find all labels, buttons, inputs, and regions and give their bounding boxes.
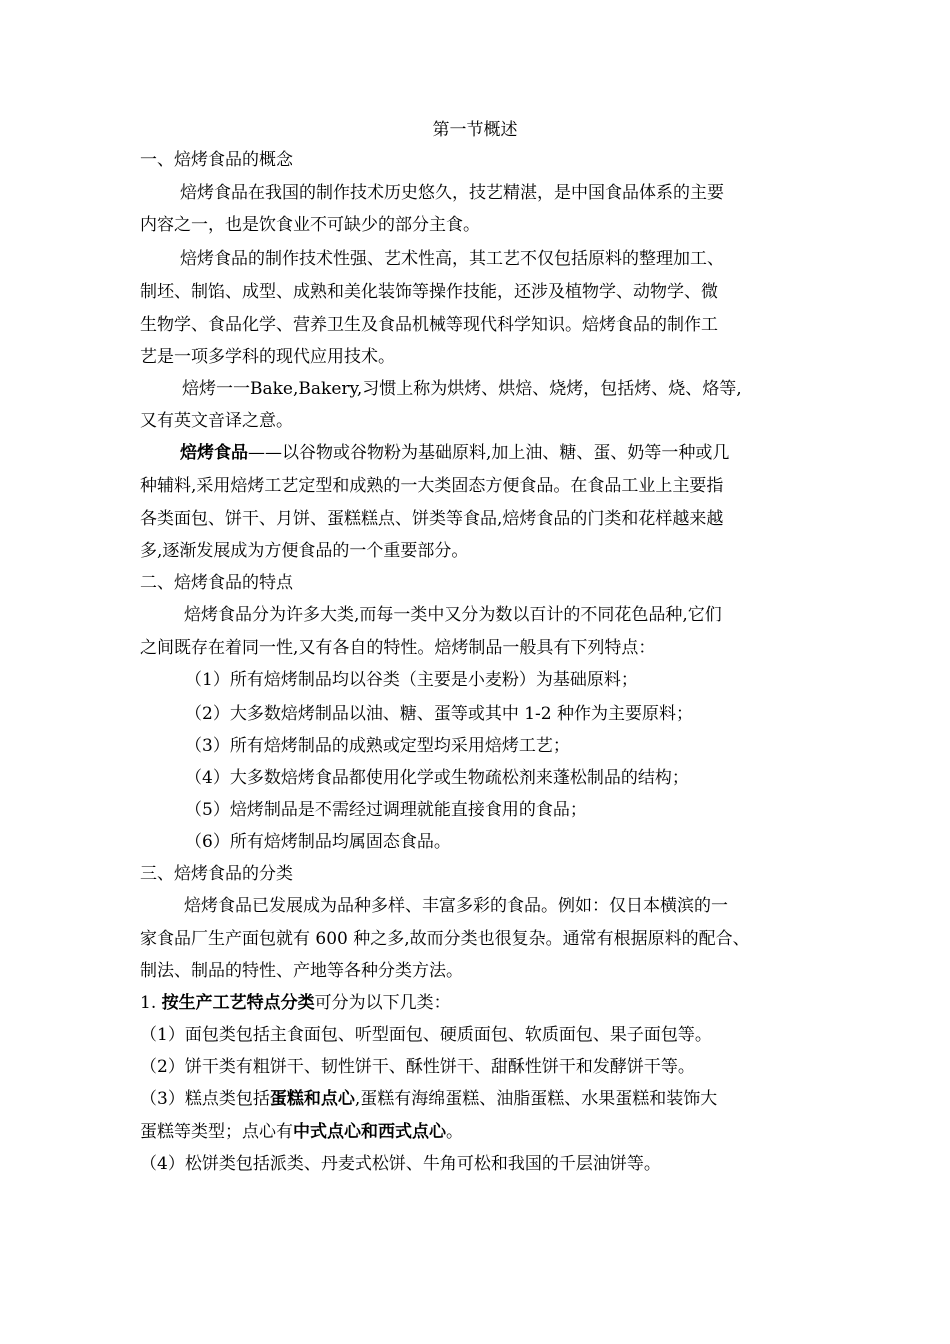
paragraph-line: 焙烤食品已发展成为品种多样、丰富多彩的食品。例如：仅日本横滨的一: [184, 896, 728, 916]
paragraph-line: [180, 441, 729, 465]
heading-features: 二、焙烤食品的特点: [140, 573, 293, 593]
feature-item: （2）大多数焙烤制品以油、糖、蛋等或其中 1-2 种作为主要原料；: [185, 704, 693, 724]
term-bold: 焙烤食品: [180, 443, 248, 463]
feature-item: （6）所有焙烤制品均属固态食品。: [185, 832, 451, 852]
category-text: 。: [446, 1122, 463, 1142]
heading-concept: 一、焙烤食品的概念: [140, 150, 293, 170]
paragraph-line: 焙烤食品的制作技术性强、艺术性高，其工艺不仅包括原料的整理加工、: [180, 249, 724, 269]
paragraph-text: ——以谷物或谷物粉为基础原料,加上油、糖、蛋、奶等一种或几: [248, 443, 730, 463]
paragraph-line: 制法、制品的特性、产地等各种分类方法。: [140, 961, 463, 981]
category-item: （4）松饼类包括派类、丹麦式松饼、牛角可松和我国的千层油饼等。: [140, 1154, 661, 1174]
category-item: （2）饼干类有粗饼干、韧性饼干、酥性饼干、甜酥性饼干和发酵饼干等。: [140, 1057, 695, 1077]
paragraph-line: 多,逐渐发展成为方便食品的一个重要部分。: [140, 541, 469, 561]
category-item: [140, 1087, 717, 1111]
feature-item: （1）所有焙烤制品均以谷类（主要是小麦粉）为基础原料；: [185, 670, 638, 690]
subheading-text: 可分为以下几类：: [314, 993, 451, 1013]
paragraph-line: 焙烤一一Bake,Bakery,习惯上称为烘烤、烘焙、烧烤，包括烤、烧、烙等,: [182, 379, 742, 399]
paragraph-line: 家食品厂生产面包就有 600 种之多,故而分类也很复杂。通常有根据原料的配合、: [140, 929, 750, 949]
feature-item: （3）所有焙烤制品的成熟或定型均采用焙烤工艺；: [185, 736, 570, 756]
term-bold: 蛋糕和点心: [269, 1089, 355, 1109]
paragraph-line: 艺是一项多学科的现代应用技术。: [140, 347, 395, 367]
paragraph-line: 种辅料,采用焙烤工艺定型和成熟的一大类固态方便食品。在食品工业上主要指: [140, 476, 724, 496]
paragraph-line: 内容之一，也是饮食业不可缺少的部分主食。: [140, 215, 480, 235]
subheading-process: [140, 991, 451, 1015]
category-text: ,蛋糕有海绵蛋糕、油脂蛋糕、水果蛋糕和装饰大: [354, 1089, 718, 1109]
paragraph-line: 各类面包、饼干、月饼、蛋糕糕点、饼类等食品,焙烤食品的门类和花样越来越: [140, 509, 724, 529]
paragraph-line: 焙烤食品在我国的制作技术历史悠久，技艺精湛，是中国食品体系的主要: [180, 183, 724, 203]
list-number: 1.: [140, 993, 157, 1013]
term-bold: 中式点心和西式点心: [293, 1122, 446, 1142]
subheading-bold: 按生产工艺特点分类: [161, 993, 315, 1013]
category-text: （3）糕点类包括: [140, 1089, 270, 1109]
paragraph-line: 又有英文音译之意。: [140, 411, 293, 431]
feature-item: （5）焙烤制品是不需经过调理就能直接食用的食品；: [185, 800, 587, 820]
paragraph-line: 制坯、制馅、成型、成熟和美化装饰等操作技能，还涉及植物学、动物学、微: [140, 282, 718, 302]
paragraph-line: 焙烤食品分为许多大类,而每一类中又分为数以百计的不同花色品种,它们: [184, 605, 722, 625]
paragraph-line: 生物学、食品化学、营养卫生及食品机械等现代科学知识。焙烤食品的制作工: [140, 315, 718, 335]
section-title: 第一节概述: [432, 120, 518, 140]
category-item: [140, 1120, 463, 1144]
category-text: 蛋糕等类型；点心有: [140, 1122, 293, 1142]
category-item: （1）面包类包括主食面包、听型面包、硬质面包、软质面包、果子面包等。: [140, 1025, 712, 1045]
paragraph-line: 之间既存在着同一性,又有各自的特性。焙烤制品一般具有下列特点：: [140, 638, 656, 658]
heading-classification: 三、焙烤食品的分类: [140, 864, 293, 884]
feature-item: （4）大多数焙烤食品都使用化学或生物疏松剂来蓬松制品的结构；: [185, 768, 689, 788]
